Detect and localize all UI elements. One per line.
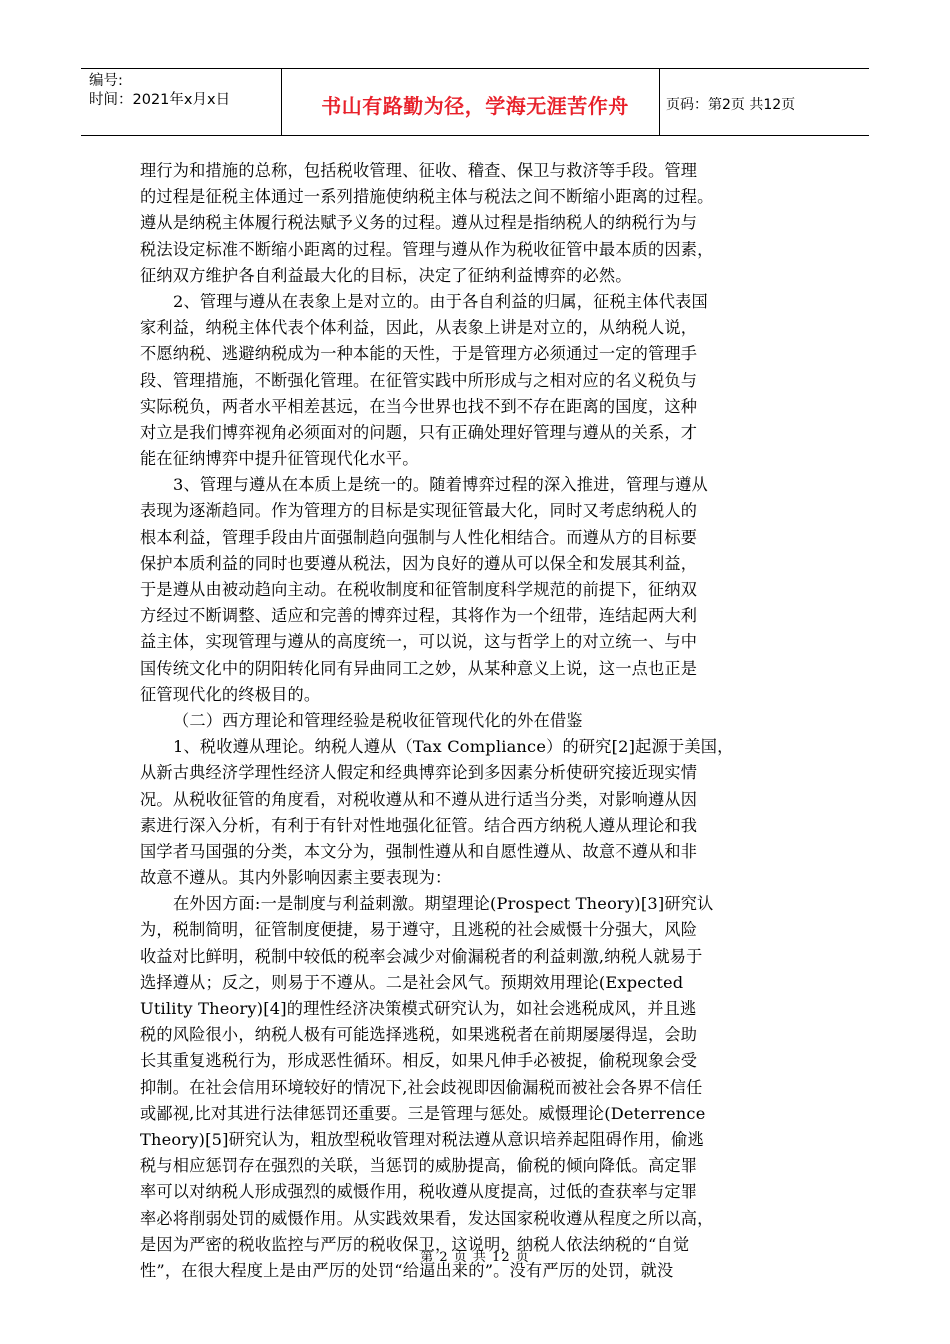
body-line: 是因为严密的税收监控与严厉的税收保卫，这说明，纳税人依法纳税的“自觉: [140, 1234, 690, 1254]
body-line: 国传统文化中的阴阳转化同有异曲同工之妙，从某种意义上说，这一点也正是: [140, 658, 698, 678]
body-line: 或鄙视,比对其进行法律惩罚还重要。三是管理与惩处。威慑理论(Deterrence: [140, 1103, 706, 1123]
body-line: 收益对比鲜明，税制中较低的税率会减少对偷漏税者的利益刺激,纳税人就易于: [140, 946, 703, 966]
body-line: 素进行深入分析，有利于有针对性地强化征管。结合西方纳税人遵从理论和我: [140, 815, 698, 835]
body-line: 国学者马国强的分类，本文分为，强制性遵从和自愿性遵从、故意不遵从和非: [140, 841, 698, 861]
body-line: 率必将削弱处罚的威慑作用。从实践效果看，发达国家税收遵从程度之所以高，: [140, 1208, 714, 1228]
body-line: 从新古典经济学理性经济人假定和经典博弈论到多因素分析使研究接近现实情: [140, 763, 698, 783]
body-line: 长其重复逃税行为，形成恶性循环。相反，如果凡伸手必被捉，偷税现象会受: [140, 1051, 698, 1071]
body-line: 的过程是征税主体通过一系列措施使纳税主体与税法之间不断缩小距离的过程。: [140, 187, 714, 207]
body-line: 对立是我们博弈视角必须面对的问题，只有正确处理好管理与遵从的关系，才: [140, 422, 698, 442]
body-line: 遵从是纳税主体履行税法赋予义务的过程。遵从过程是指纳税人的纳税行为与: [140, 213, 698, 233]
section-heading: （二）西方理论和管理经验是税收征管现代化的外在借鉴: [173, 710, 583, 730]
paragraph-start-line: 在外因方面:一是制度与利益刺激。期望理论(Prospect Theory)[3]研究认: [173, 894, 714, 914]
body-line: Utility Theory)[4]的理性经济决策模式研究认为，如社会逃税成风，并且逃: [140, 999, 697, 1018]
body-line: 方经过不断调整、适应和完善的博弈过程，其将作为一个纽带，连结起两大利: [140, 606, 698, 626]
body-line: 于是遵从由被动趋向主动。在税收制度和征管制度科学规范的前提下，征纳双: [140, 580, 698, 599]
header-bottom-rule: [81, 135, 869, 136]
body-line: 保护本质利益的同时也要遵从税法，因为良好的遵从可以保全和发展其利益，: [140, 553, 698, 573]
body-line: 家利益，纳税主体代表个体利益，因此，从表象上讲是对立的，从纳税人说，: [140, 318, 698, 338]
body-line: 率可以对纳税人形成强烈的威慑作用，税收遵从度提高，过低的查获率与定罪: [140, 1182, 698, 1202]
body-line: 能在征纳博弈中提升征管现代化水平。: [140, 449, 419, 469]
body-line: 不愿纳税、逃避纳税成为一种本能的天性，于是管理方必须通过一定的管理手: [140, 344, 698, 364]
body-line: 为，税制简明，征管制度便捷，易于遵守，且逃税的社会威慑十分强大，风险: [140, 920, 698, 940]
page-header: [81, 68, 869, 138]
paragraph-start-line: 3、管理与遵从在本质上是统一的。随着博弈过程的深入推进，管理与遵从: [173, 475, 708, 495]
header-meta: [89, 72, 284, 110]
document-body: [140, 158, 812, 1284]
body-line: Theory)[5]研究认为，粗放型税收管理对税法遵从意识培养起阻碍作用，偷逃: [140, 1129, 704, 1149]
header-motto: 书山有路勤为径，学海无涯苦作舟: [321, 94, 629, 118]
body-line: 实际税负，两者水平相差甚远，在当今世界也找不到不存在距离的国度，这种: [140, 396, 698, 416]
page-footer: 第 2 页 共 12 页: [420, 1250, 530, 1265]
body-line: 性”，在很大程度上是由严厉的处罚“给逼出来的”。没有严厉的处罚，就没: [140, 1260, 674, 1280]
body-line: 抑制。在社会信用环境较好的情况下,社会歧视即因偷漏税而被社会各界不信任: [140, 1077, 703, 1097]
body-line: 选择遵从；反之，则易于不遵从。二是社会风气。预期效用理论(Expected: [140, 972, 684, 992]
body-line: 税法设定标准不断缩小距离的过程。管理与遵从作为税收征管中最本质的因素，: [140, 239, 714, 259]
body-line: 税的风险很小，纳税人极有可能选择逃税，如果逃税者在前期屡屡得逞，会助: [140, 1025, 698, 1045]
body-line: 征管现代化的终极目的。: [140, 684, 321, 704]
body-line: 段、管理措施，不断强化管理。在征管实践中所形成与之相对应的名义税负与: [140, 370, 698, 390]
body-line: 益主体，实现管理与遵从的高度统一，可以说，这与哲学上的对立统一、与中: [140, 632, 698, 652]
paragraph-start-line: 1、税收遵从理论。纳税人遵从（Tax Compliance）的研究[2]起源于美国，: [173, 737, 734, 757]
body-line: 征纳双方维护各自利益最大化的目标，决定了征纳利益博弈的必然。: [140, 265, 632, 285]
body-line: 税与相应惩罚存在强烈的关联，当惩罚的威胁提高，偷税的倾向降低。高定罪: [140, 1156, 698, 1176]
body-line: 根本利益，管理手段由片面强制趋向强制与人性化相结合。而遵从方的目标要: [140, 527, 698, 547]
header-page-info: 页码：第2页 共12页: [666, 97, 796, 113]
body-line: 理行为和措施的总称，包括税收管理、征收、稽查、保卫与救济等手段。管理: [140, 161, 698, 180]
header-top-rule: [81, 68, 869, 69]
document-time-label: 时间：2021年x月x日: [89, 92, 231, 108]
document-number-label: 编号:: [89, 73, 123, 89]
body-line: 表现为逐渐趋同。作为管理方的目标是实现征管最大化，同时又考虑纳税人的: [140, 501, 698, 521]
body-line: 故意不遵从。其内外影响因素主要表现为：: [140, 868, 452, 888]
paragraph-start-line: 2、管理与遵从在表象上是对立的。由于各自利益的归属，征税主体代表国: [173, 291, 708, 311]
body-line: 况。从税收征管的角度看，对税收遵从和不遵从进行适当分类，对影响遵从因: [140, 789, 698, 809]
